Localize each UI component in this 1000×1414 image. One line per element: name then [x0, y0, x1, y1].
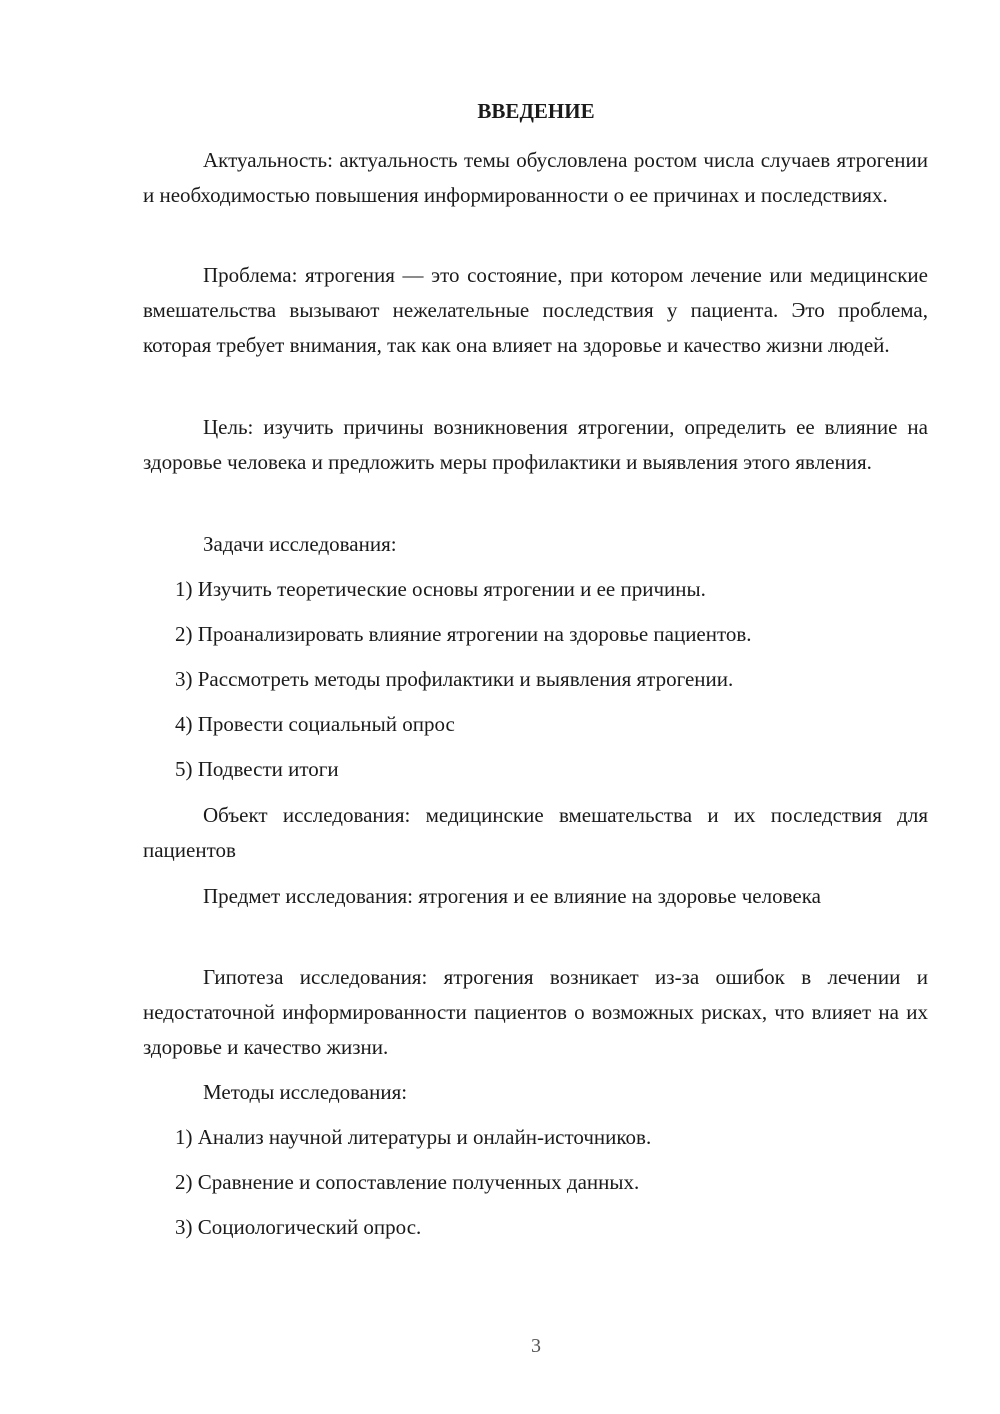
task-item: 3) Рассмотреть методы профилактики и выявления ятрогении.: [175, 667, 734, 691]
task-item: 5) Подвести итоги: [175, 757, 339, 781]
tasks-heading: Задачи исследования:: [203, 532, 397, 556]
method-item: 2) Сравнение и сопоставление полученных данных.: [175, 1170, 640, 1194]
method-item: 1) Анализ научной литературы и онлайн-источников.: [175, 1125, 652, 1149]
page-number: 3: [531, 1335, 541, 1357]
object-paragraph: Объект исследования: медицинские вмешательства и их последствия для пациентов: [143, 803, 928, 862]
problem-paragraph: Проблема: ятрогения — это состояние, при котором лечение или медицинские вмешательства вызывают нежелательные последствия у пациента. Это проблема, которая требует внимания, так как она влияет на здоровье и качество жизни людей.: [143, 263, 928, 357]
task-item: 4) Провести социальный опрос: [175, 712, 455, 736]
method-item: 3) Социологический опрос.: [175, 1215, 422, 1239]
subject-paragraph: Предмет исследования: ятрогения и ее влияние на здоровье человека: [203, 884, 821, 908]
relevance-paragraph: Актуальность: актуальность темы обусловлена ростом числа случаев ятрогении и необходимостью повышения информированности о ее причинах и последствиях.: [143, 148, 928, 207]
goal-paragraph: Цель: изучить причины возникновения ятрогении, определить ее влияние на здоровье человека и предложить меры профилактики и выявления этого явления.: [143, 415, 928, 474]
task-item: 2) Проанализировать влияние ятрогении на здоровье пациентов.: [175, 622, 752, 646]
hypothesis-paragraph: Гипотеза исследования: ятрогения возникает из-за ошибок в лечении и недостаточной информированности пациентов о возможных рисках, что влияет на их здоровье и качество жизни.: [143, 965, 928, 1059]
task-item: 1) Изучить теоретические основы ятрогении и ее причины.: [175, 577, 706, 601]
page-title: ВВЕДЕНИЕ: [477, 99, 595, 123]
methods-heading: Методы исследования:: [203, 1080, 408, 1104]
